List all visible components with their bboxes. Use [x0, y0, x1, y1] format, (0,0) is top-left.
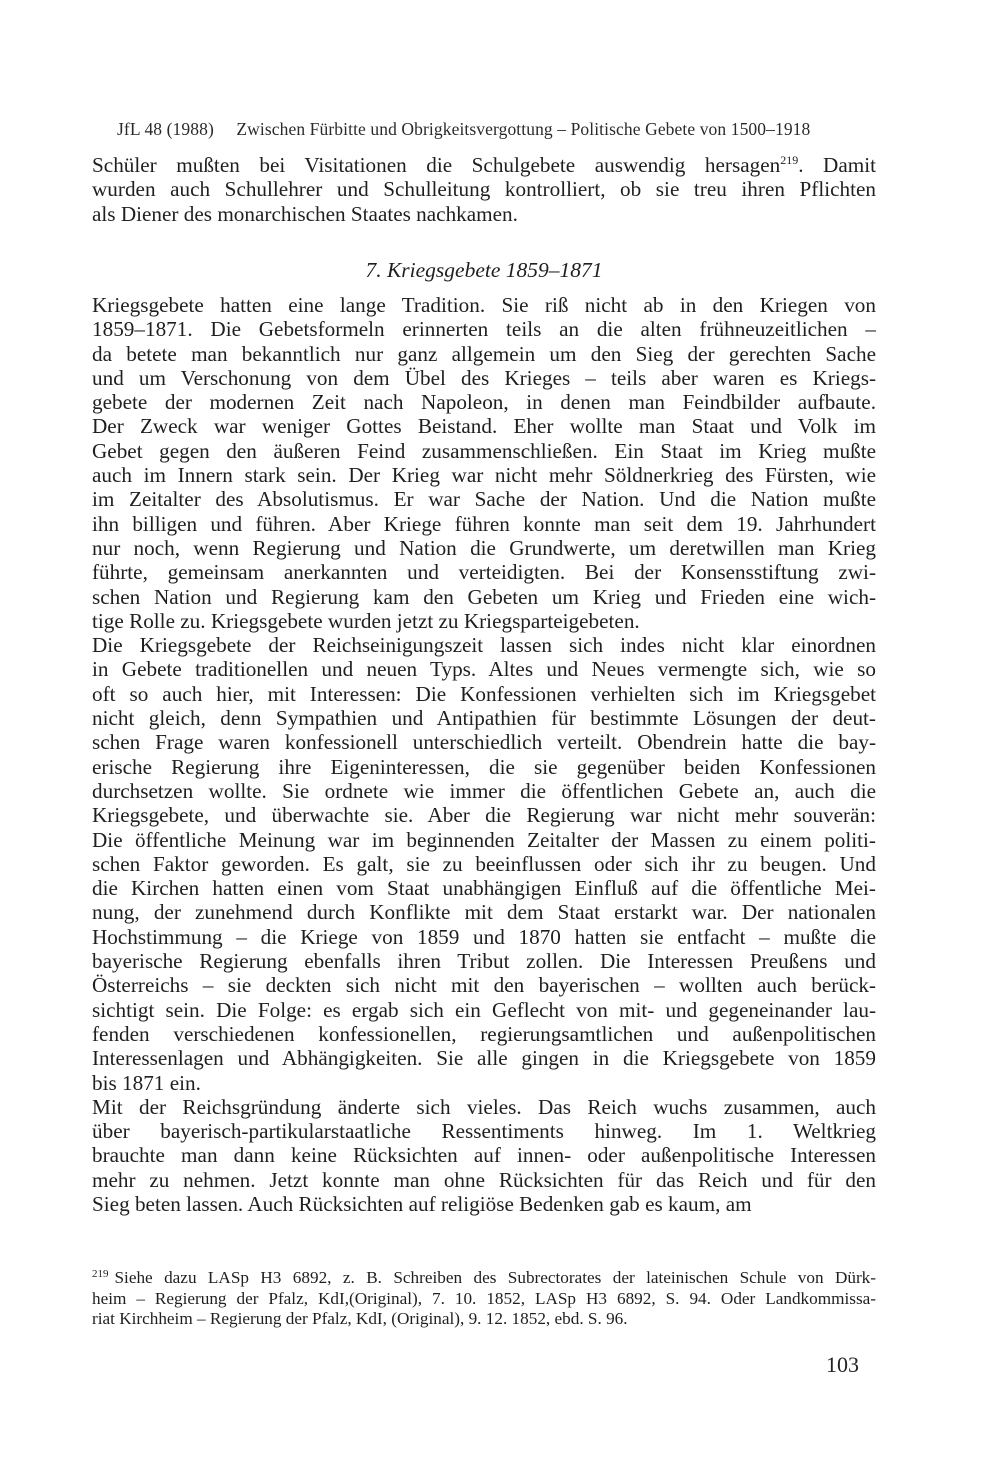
text-line: nur noch, wenn Regierung und Nation die Grundwerte, um deretwillen man Krieg: [92, 535, 876, 560]
footnote-marker: 219: [780, 153, 799, 167]
text-line: schen Frage waren konfessionell unterschiedlich verteilt. Obendrein hatte die bay-: [92, 730, 876, 755]
paragraph: [92, 293, 876, 633]
text-line: Die Kriegsgebete der Reichseinigungszeit lassen sich indes nicht klar einordnen: [92, 633, 876, 658]
text-line: als Diener des monarchischen Staates nachkamen.: [92, 201, 518, 226]
text-line: Hochstimmung – die Kriege von 1859 und 1870 hatten sie entfacht – mußte die: [92, 924, 876, 949]
text-line: sichtigt sein. Die Folge: es ergab sich ein Geflecht von mit- und gegeneinander lau-: [92, 997, 876, 1022]
text-line: mehr zu nehmen. Jetzt konnte man ohne Rücksichten für das Reich und für den: [92, 1167, 876, 1192]
intro-paragraph: [92, 153, 876, 226]
text-line: durchsetzen wollte. Sie ordnete wie immer die öffentlichen Gebete an, auch die: [92, 778, 876, 803]
text-line: wurden auch Schullehrer und Schulleitung kontrolliert, ob sie treu ihren Pflichten: [92, 177, 876, 202]
text-line: in Gebete traditionellen und neuen Typs. Altes und Neues vermengte sich, wie so: [92, 657, 876, 682]
text-line: da betete man bekanntlich nur ganz allgemein um den Sieg der gerechten Sache: [92, 341, 876, 366]
text-line: erische Regierung ihre Eigeninteressen, die sie gegenüber beiden Konfessionen: [92, 754, 876, 779]
running-title: Zwischen Fürbitte und Obrigkeitsvergottung – Politische Gebete von 1500–1918: [236, 119, 811, 139]
footnote-text: Siehe dazu LASp H3 6892, z. B. Schreiben des Subrectorates der lateinischen Schule von Dürk-: [114, 1268, 876, 1287]
text-line: gebete der modernen Zeit nach Napoleon, in denen man Feindbilder aufbaute.: [92, 390, 876, 415]
journal-reference: JfL 48 (1988): [117, 119, 214, 139]
text-line: nicht gleich, denn Sympathien und Antipathien für bestimmte Lösungen der deut-: [92, 706, 876, 731]
paragraph: [92, 1095, 876, 1216]
line-text: . Damit: [798, 153, 876, 177]
text-line: die Kirchen hatten einen vom Staat unabhängigen Einfluß auf die öffentliche Mei-: [92, 876, 876, 901]
text-line: bayerische Regierung ebenfalls ihren Tribut zollen. Die Interessen Preußens und: [92, 949, 876, 974]
section-heading: 7. Kriegsgebete 1859–1871: [365, 258, 603, 282]
page-number: 103: [826, 1352, 859, 1377]
footnote-line: [92, 1268, 876, 1289]
text-line: Interessenlagen und Abhängigkeiten. Sie alle gingen in die Kriegsgebete von 1859: [92, 1046, 876, 1071]
running-head: [117, 119, 877, 140]
text-line: führte, gemeinsam anerkannten und verteidigten. Bei der Konsensstiftung zwi-: [92, 560, 876, 585]
text-line: tige Rolle zu. Kriegsgebete wurden jetzt zu Kriegsparteigebeten.: [92, 608, 640, 633]
text-line: 1859–1871. Die Gebetsformeln erinnerten teils an die alten frühneuzeitlichen –: [92, 317, 876, 342]
text-line: Gebet gegen den äußeren Feind zusammenschließen. Ein Staat im Krieg mußte: [92, 438, 876, 463]
text-line: bis 1871 ein.: [92, 1070, 201, 1095]
text-line: über bayerisch-partikularstaatliche Ressentiments hinweg. Im 1. Weltkrieg: [92, 1119, 876, 1144]
text-line: [92, 153, 876, 177]
paragraph: [92, 633, 876, 1095]
text-line: im Zeitalter des Absolutismus. Er war Sache der Nation. Und die Nation mußte: [92, 487, 876, 512]
text-line: fenden verschiedenen konfessionellen, regierungsamtlichen und außenpolitischen: [92, 1021, 876, 1046]
footnote: [92, 1268, 876, 1330]
text-line: Mit der Reichsgründung änderte sich vieles. Das Reich wuchs zusammen, auch: [92, 1094, 876, 1119]
text-line: Kriegsgebete hatten eine lange Tradition. Sie riß nicht ab in den Kriegen von: [92, 293, 876, 317]
text-line: schen Faktor geworden. Es galt, sie zu beeinflussen oder sich ihr zu beugen. Und: [92, 851, 876, 876]
line-text: Schüler mußten bei Visitationen die Schulgebete auswendig hersagen: [92, 153, 781, 177]
text-line: nung, der zunehmend durch Konflikte mit dem Staat erstarkt war. Der nationalen: [92, 900, 876, 925]
text-line: schen Nation und Regierung kam den Gebeten um Krieg und Frieden eine wich-: [92, 584, 876, 609]
text-line: Österreichs – sie deckten sich nicht mit den bayerischen – wollten auch berück-: [92, 973, 876, 998]
text-line: und um Verschonung von dem Übel des Krieges – teils aber waren es Kriegs-: [92, 365, 876, 390]
footnote-line: riat Kirchheim – Regierung der Pfalz, KdI, (Original), 9. 12. 1852, ebd. S. 96.: [92, 1309, 628, 1328]
text-line: Der Zweck war weniger Gottes Beistand. Eher wollte man Staat und Volk im: [92, 414, 876, 439]
footnote-number: 219: [92, 1268, 109, 1280]
text-line: oft so auch hier, mit Interessen: Die Konfessionen verhielten sich im Kriegsgebet: [92, 681, 876, 706]
body-text: [92, 293, 876, 1216]
text-line: Die öffentliche Meinung war im beginnenden Zeitalter der Massen zu einem politi-: [92, 827, 876, 852]
text-line: auch im Innern stark sein. Der Krieg war nicht mehr Söldnerkrieg des Fürsten, wie: [92, 463, 876, 488]
footnote-line: heim – Regierung der Pfalz, KdI,(Original), 7. 10. 1852, LASp H3 6892, S. 94. Oder Landkommissa-: [92, 1288, 876, 1308]
text-line: brauchte man dann keine Rücksichten auf innen- oder außenpolitische Interessen: [92, 1143, 876, 1168]
text-line: ihn billigen und führen. Aber Kriege führen konnte man seit dem 19. Jahrhundert: [92, 511, 876, 536]
text-line: Sieg beten lassen. Auch Rücksichten auf religiöse Bedenken gab es kaum, am: [92, 1191, 752, 1216]
text-line: Kriegsgebete, und überwachte sie. Aber die Regierung war nicht mehr souverän:: [92, 803, 876, 828]
